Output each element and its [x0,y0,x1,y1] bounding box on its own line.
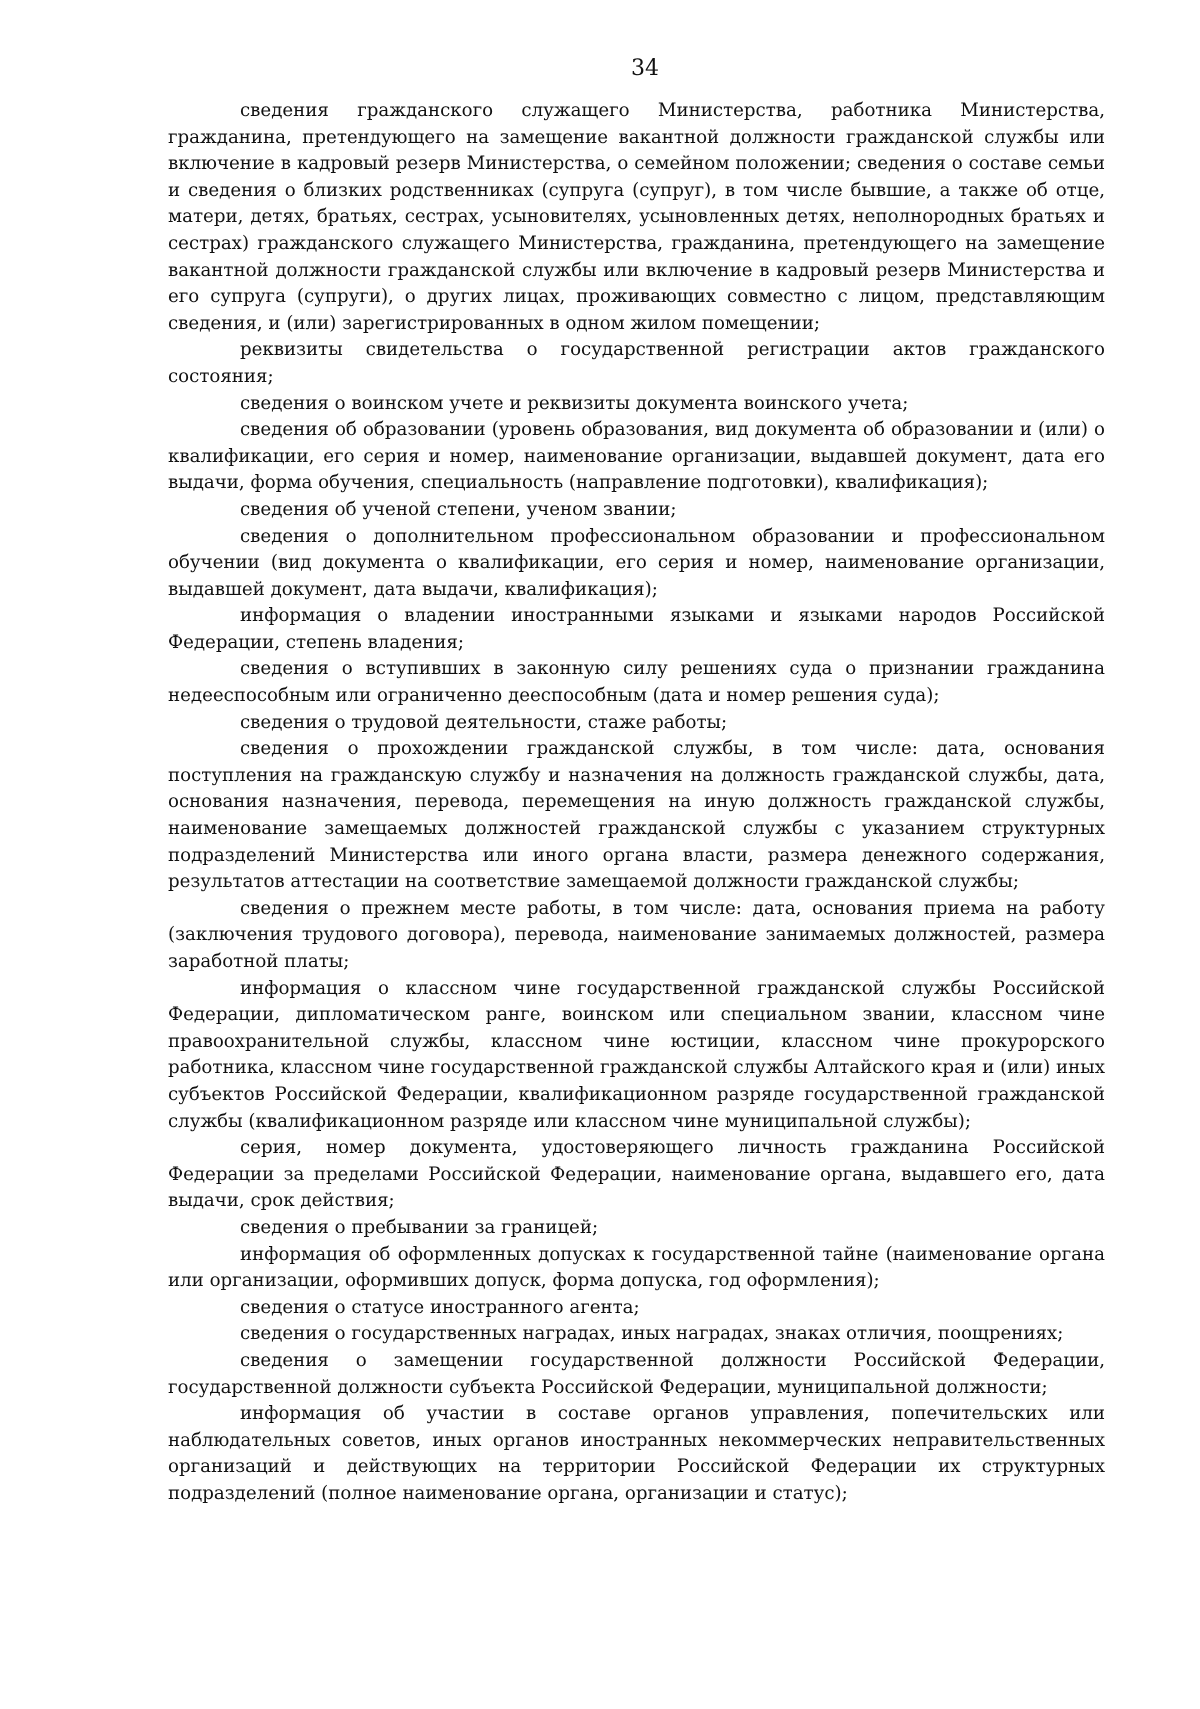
page-number: 34 [631,56,659,81]
paragraph-state-secret-access: информация об оформленных допусках к государственной тайне (наименование органа или организации, оформивших допуск, форма допуска, год оформления); [168,1243,1105,1292]
paragraph-passport-abroad: серия, номер документа, удостоверяющего личность гражданина Российской Федерации за пределами Российской Федерации, наименование органа, выдавшего его, дата выдачи, срок действия; [168,1137,1105,1212]
paragraph-civil-status-acts: реквизиты свидетельства о государственной регистрации актов гражданского состояния; [168,339,1105,387]
paragraph-court-decisions: сведения о вступивших в законную силу решениях суда о признании гражданина недееспособным или ограниченно дееспособным (дата и номер решения суда); [168,658,1105,707]
paragraph-civil-service-record: сведения о прохождении гражданской службы, в том числе: дата, основания поступления на гражданскую службу и назначения на должность гражданской службы, дата, основания назначения, перевода, перемещения на иную должность гражданской службы, наименование замещаемых должностей гражданской службы с указанием структурных подразделений Министерства или иного органа власти, размера денежного содержания, результатов аттестации на соответствие замещаемой должности гражданской службы; [168,738,1105,893]
paragraph-foreign-ngo-participation: информация об участии в составе органов управления, попечительских или наблюдательных советов, иных органов иностранных некоммерческих неправительственных организаций и действующих на территории Российской Федерации их структурных подразделений (полное наименование органа, организации и статус); [168,1403,1105,1504]
paragraph-civil-servant-family: сведения гражданского служащего Министерства, работника Министерства, гражданина, претендующего на замещение вакантной должности гражданской службы или включение в кадровый резерв Министерства, о семейном положении; сведения о составе семьи и сведения о близких родственниках (супруга (супруг), в том числе бывшие, а также об отце, матери, детях, братьях, сестрах, усыновителях, усыновленных детях, неполнородных братьях и сестрах) гражданского служащего Министерства, гражданина, претендующего на замещение вакантной должности гражданской службы или включение в кадровый резерв Министерства и его супруга (супруги), о других лицах, проживающих совместно с лицом, представляющим сведения, и (или) зарегистрированных в одном жилом помещении; [168,100,1105,334]
paragraph-education: сведения об образовании (уровень образования, вид документа об образовании и (или) о квалификации, его серия и номер, наименование организации, выдавшей документ, дата его выдачи, форма обучения, специальность (направление подготовки), квалификация); [168,419,1105,494]
paragraph-additional-education: сведения о дополнительном профессиональном образовании и профессиональном обучении (вид документа о квалификации, его серия и номер, наименование организации, выдавшей документ, дата выдачи, квалификация); [168,525,1105,600]
paragraph-previous-job: сведения о прежнем месте работы, в том числе: дата, основания приема на работу (заключения трудового договора), перевода, наименование занимаемых должностей, размера заработной платы; [168,897,1105,972]
paragraph-military-registration: сведения о воинском учете и реквизиты документа воинского учета; [240,392,909,414]
paragraph-state-positions: сведения о замещении государственной должности Российской Федерации, государственной должности субъекта Российской Федерации, муниципальной должности; [168,1349,1105,1398]
paragraph-foreign-languages: информация о владении иностранными языками и языками народов Российской Федерации, степень владения; [168,605,1105,653]
paragraph-awards: сведения о государственных наградах, иных наградах, знаках отличия, поощрениях; [240,1323,1064,1345]
paragraph-academic-degree: сведения об ученой степени, ученом звании; [240,498,677,520]
paragraph-class-rank: информация о классном чине государственной гражданской службы Российской Федерации, дипломатическом ранге, воинском или специальном звании, классном чине правоохранительной службы, классном чине юстиции, классном чине прокурорского работника, классном чине государственной гражданской службы Алтайского края и (или) иных субъектов Российской Федерации, квалификационном разряде государственной гражданской службы (квалификационном разряде или классном чине муниципальной службы); [168,977,1105,1132]
paragraph-stay-abroad: сведения о пребывании за границей; [240,1216,599,1238]
paragraph-work-experience: сведения о трудовой деятельности, стаже работы; [240,711,728,733]
document-body [168,98,1105,1507]
paragraph-foreign-agent-status: сведения о статусе иностранного агента; [240,1296,640,1318]
